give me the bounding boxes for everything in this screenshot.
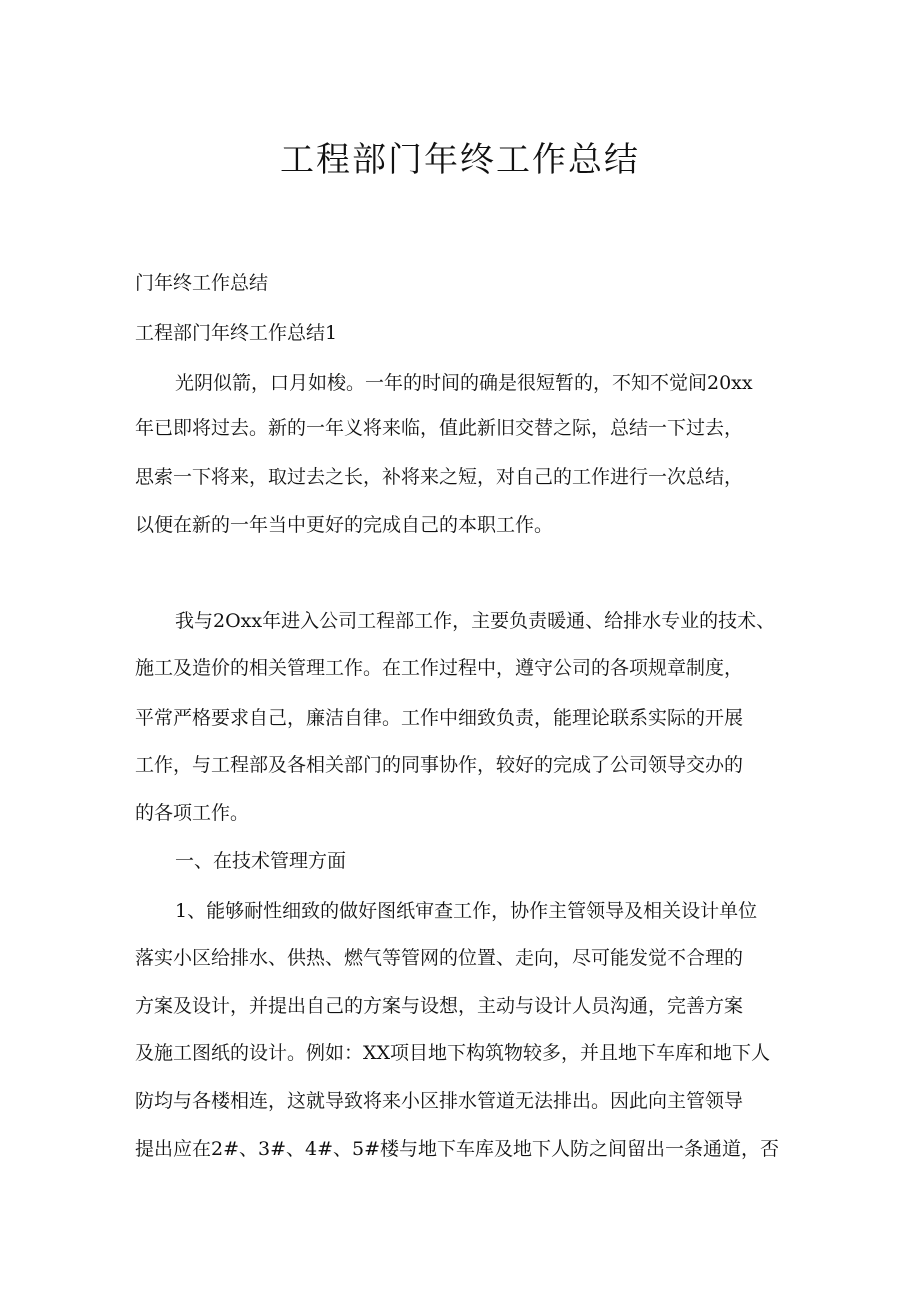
paragraph-line: 落实小区给排水、供热、燃气等管网的位置、走向，尽可能发觉不合理的	[135, 947, 744, 969]
document-title: 工程部门年终工作总结	[280, 140, 640, 180]
paragraph-line: 方案及设计，并提出自己的方案与设想，主动与设计人员沟通，完善方案	[135, 995, 744, 1017]
paragraph-line: 光阴似箭，口月如梭。一年的时间的确是很短暂的，不知不觉间20xx	[175, 372, 753, 394]
paragraph-line: 思索一下将来，取过去之长，补将来之短，对自己的工作进行一次总结，	[135, 466, 744, 488]
section-heading: 一、在技术管理方面	[175, 850, 347, 872]
paragraph-line: 以便在新的一年当中更好的完成自己的本职工作。	[135, 514, 554, 536]
subtitle-line: 工程部门年终工作总结1	[135, 322, 338, 344]
paragraph-line: 防均与各楼相连，这就导致将来小区排水管道无法排出。因此向主管领导	[135, 1090, 744, 1112]
paragraph-line: 1、能够耐性细致的做好图纸审查工作，协作主管领导及相关设计单位	[175, 900, 758, 922]
paragraph-line: 年已即将过去。新的一年义将来临，值此新旧交替之际，总结一下过去，	[135, 417, 744, 439]
paragraph-line: 及施工图纸的设计。例如：XX项目地下构筑物较多，并且地下车库和地下人	[135, 1042, 771, 1064]
paragraph-line: 我与2Oxx年进入公司工程部工作，主要负责暖通、给排水专业的技术、	[175, 610, 776, 632]
paragraph-line: 平常严格要求自己，廉洁自律。工作中细致负责，能理论联系实际的开展	[135, 707, 744, 729]
paragraph-line: 的各项工作。	[135, 802, 250, 824]
paragraph-line: 工作，与工程部及各相关部门的同事协作，较好的完成了公司领导交办的	[135, 754, 744, 776]
subtitle-line: 门年终工作总结	[135, 272, 269, 294]
paragraph-line: 提出应在2#、3#、4#、5#楼与地下车库及地下人防之间留出一条通道，否	[135, 1138, 780, 1160]
paragraph-line: 施工及造价的相关管理工作。在工作过程中，遵守公司的各项规章制度，	[135, 657, 744, 679]
